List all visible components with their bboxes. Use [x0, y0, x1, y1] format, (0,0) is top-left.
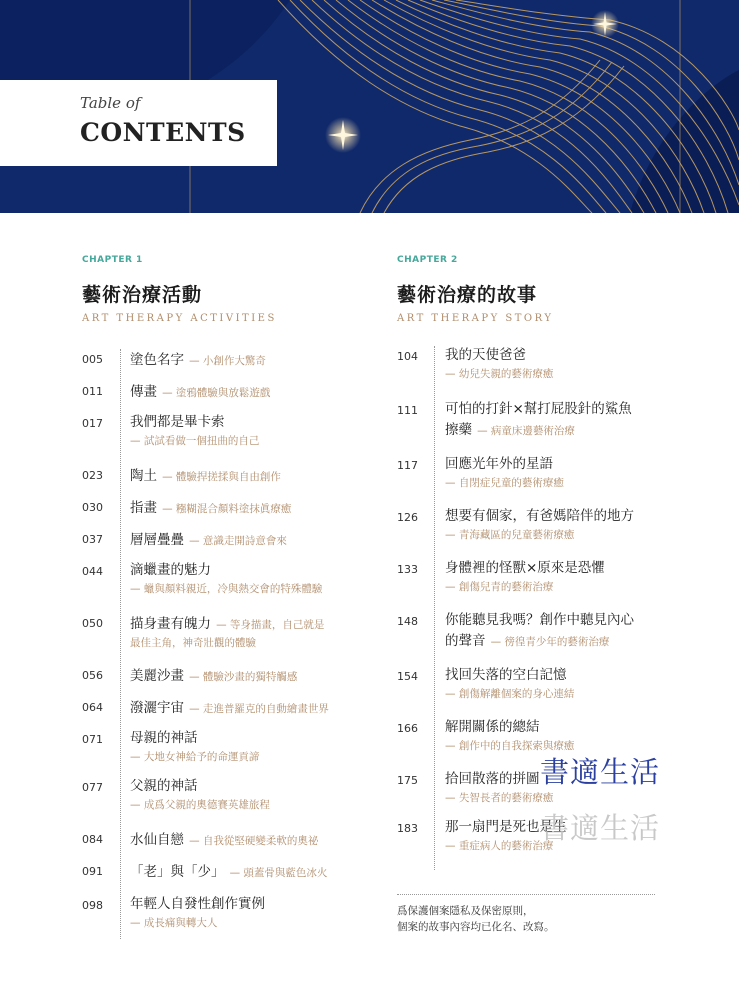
toc-entry[interactable] [82, 497, 372, 529]
page-number: 091 [82, 865, 103, 878]
chapter1-title: 藝術治療活動 [82, 284, 203, 306]
title-small: Table of [80, 94, 141, 112]
watermark-blue: 書適生活 [540, 755, 661, 789]
entry-subtitle: — 創傷解離個案的身心連結 [445, 688, 575, 700]
toc-entry[interactable] [82, 729, 372, 777]
entry-subtitle: — 成爲父親的奧德賽英雄旅程 [130, 799, 270, 811]
chapter1-toc [82, 349, 372, 939]
page-number: 050 [82, 617, 103, 630]
header-banner [0, 0, 739, 213]
page-number: 104 [397, 350, 418, 363]
toc-entry[interactable] [397, 346, 687, 400]
page-number: 030 [82, 501, 103, 514]
entry-subtitle: — 重症病人的藝術治療 [445, 840, 554, 852]
entry-subtitle: — 失智長者的藝術療癒 [445, 792, 554, 804]
page-number: 084 [82, 833, 103, 846]
chapter2-toc [397, 346, 687, 870]
toc-entry[interactable] [82, 529, 372, 561]
page-number: 183 [397, 822, 418, 835]
page-number: 077 [82, 781, 103, 794]
entry-title: 回應光年外的星語 [445, 456, 553, 472]
page-number: 148 [397, 615, 418, 628]
entry-title: 潑灑宇宙 [130, 700, 184, 716]
entry-title-cont: 擦藥 [445, 422, 472, 438]
page-number: 154 [397, 670, 418, 683]
toc-entry[interactable] [82, 561, 372, 613]
page-number: 126 [397, 511, 418, 524]
entry-subtitle: — 自閉症兒童的藝術療癒 [445, 477, 564, 489]
entry-title: 陶土 [130, 468, 157, 484]
entry-subtitle: — 意識走開詩意會來 [189, 535, 287, 547]
entry-title: 我的天使爸爸 [445, 347, 526, 363]
toc-entry[interactable] [397, 559, 687, 611]
page-number: 175 [397, 774, 418, 787]
chapter2-title: 藝術治療的故事 [397, 284, 538, 306]
toc-entry[interactable] [397, 455, 687, 507]
entry-title: 你能聽見我嗎？創作中聽見內心 [445, 612, 634, 628]
toc-entry[interactable] [82, 413, 372, 465]
entry-title: 水仙自戀 [130, 832, 184, 848]
entry-subtitle: — 試試看做一個扭曲的自己 [130, 435, 260, 447]
entry-subtitle: — 體驗沙畫的獨特觸感 [189, 671, 298, 683]
toc-entry[interactable] [82, 613, 372, 665]
entry-title: 父親的神話 [130, 778, 198, 794]
page-number: 056 [82, 669, 103, 682]
entry-subtitle-cont: 最佳主角，神奇壯觀的體驗 [130, 637, 256, 649]
entry-subtitle: — 頭蓋骨與藍色冰火 [229, 867, 328, 879]
entry-subtitle: — 徬徨青少年的藝術治療 [490, 636, 610, 648]
entry-title-cont: 的聲音 [445, 633, 486, 649]
note-line-1: 爲保護個案隱私及保密原則， [397, 905, 534, 917]
entry-subtitle: — 蠟與顏料親近，冷與熱交會的特殊體驗 [130, 583, 323, 595]
toc-entry[interactable] [82, 665, 372, 697]
page-number: 023 [82, 469, 103, 482]
entry-subtitle: — 自我從堅硬變柔軟的奧祕 [189, 835, 319, 847]
entry-subtitle: — 小創作大驚奇 [189, 355, 266, 367]
entry-subtitle: — 體驗捍搓揉與自由創作 [162, 471, 281, 483]
entry-title: 想要有個家，有爸媽陪伴的地方 [445, 508, 634, 524]
chapter2-header [397, 255, 687, 324]
toc-entry[interactable] [82, 895, 372, 939]
page-number: 037 [82, 533, 103, 546]
toc-entry[interactable] [82, 829, 372, 861]
chapter1-label: CHAPTER 1 [82, 255, 143, 265]
entry-subtitle: — 走進普羅克的自動繪畫世界 [189, 703, 329, 715]
toc-entry[interactable] [82, 861, 372, 895]
watermark-gray: 書適生活 [540, 811, 661, 845]
page-number: 044 [82, 565, 103, 578]
toc-entry[interactable] [82, 697, 372, 729]
toc-entry[interactable] [397, 666, 687, 718]
entry-title: 我們都是畢卡索 [130, 414, 225, 430]
entry-title: 身體裡的怪獸×原來是恐懼 [445, 560, 605, 576]
entry-title: 拾回散落的拼圖 [445, 771, 540, 787]
chapter1-subtitle: ART THERAPY ACTIVITIES [82, 313, 277, 324]
toc-entry[interactable] [82, 465, 372, 497]
page-number: 133 [397, 563, 418, 576]
toc-entry[interactable] [82, 349, 372, 381]
page-number: 011 [82, 385, 103, 398]
entry-title: 「老」與「少」 [130, 864, 225, 880]
entry-subtitle: — 青海藏區的兒童藝術療癒 [445, 529, 575, 541]
entry-title: 年輕人自發性創作實例 [130, 896, 265, 912]
title-box [0, 80, 277, 166]
entry-subtitle: — 大地女神給予的命運貢諦 [130, 751, 260, 763]
page-number: 098 [82, 899, 103, 912]
page-number: 017 [82, 417, 103, 430]
page-number: 005 [82, 353, 103, 366]
entry-title: 那一扇門是死也是生 [445, 819, 567, 835]
toc-entry[interactable] [397, 400, 687, 455]
page-number: 117 [397, 459, 418, 472]
entry-title: 指畫 [130, 500, 157, 516]
entry-title: 描身畫有魄力 [130, 616, 211, 632]
page-title: CONTENTS [80, 118, 246, 147]
entry-subtitle: — 成長痛與轉大人 [130, 917, 218, 929]
entry-title: 滴蠟畫的魅力 [130, 562, 211, 578]
entry-subtitle: — 幼兒失親的藝術療癒 [445, 368, 554, 380]
entry-title: 母親的神話 [130, 730, 198, 746]
entry-title: 找回失落的空白記憶 [445, 667, 567, 683]
entry-title: 可怕的打針×幫打屁股針的鯊魚 [445, 401, 632, 417]
chapter2-label: CHAPTER 2 [397, 255, 458, 265]
entry-subtitle: — 糨糊混合顏料塗抹眞療癒 [162, 503, 292, 515]
entry-subtitle: — 塗鴉體驗與放鬆遊戲 [162, 387, 271, 399]
entry-title: 解開關係的總結 [445, 719, 540, 735]
toc-entry[interactable] [397, 611, 687, 666]
entry-subtitle: — 創傷兒青的藝術治療 [445, 581, 554, 593]
entry-title: 傳畫 [130, 384, 157, 400]
entry-subtitle: — 創作中的自我探索與療癒 [445, 740, 575, 752]
entry-subtitle: — 等身描畫，自己就是 [216, 619, 325, 631]
chapter1-header [82, 255, 372, 324]
entry-title: 層層疊疊 [130, 532, 184, 548]
page-number: 071 [82, 733, 103, 746]
note-line-2: 個案的故事內容均已化名、改寫。 [397, 921, 555, 933]
toc-entry[interactable] [82, 381, 372, 413]
toc-entry[interactable] [397, 507, 687, 559]
page-number: 111 [397, 404, 418, 417]
page-number: 166 [397, 722, 418, 735]
toc-entry[interactable] [82, 777, 372, 829]
entry-title: 塗色名字 [130, 352, 184, 368]
privacy-note [397, 894, 655, 935]
chapter2-subtitle: ART THERAPY STORY [397, 313, 554, 324]
entry-title: 美麗沙畫 [130, 668, 184, 684]
entry-subtitle: — 病童床邊藝術治療 [477, 425, 575, 437]
page-number: 064 [82, 701, 103, 714]
